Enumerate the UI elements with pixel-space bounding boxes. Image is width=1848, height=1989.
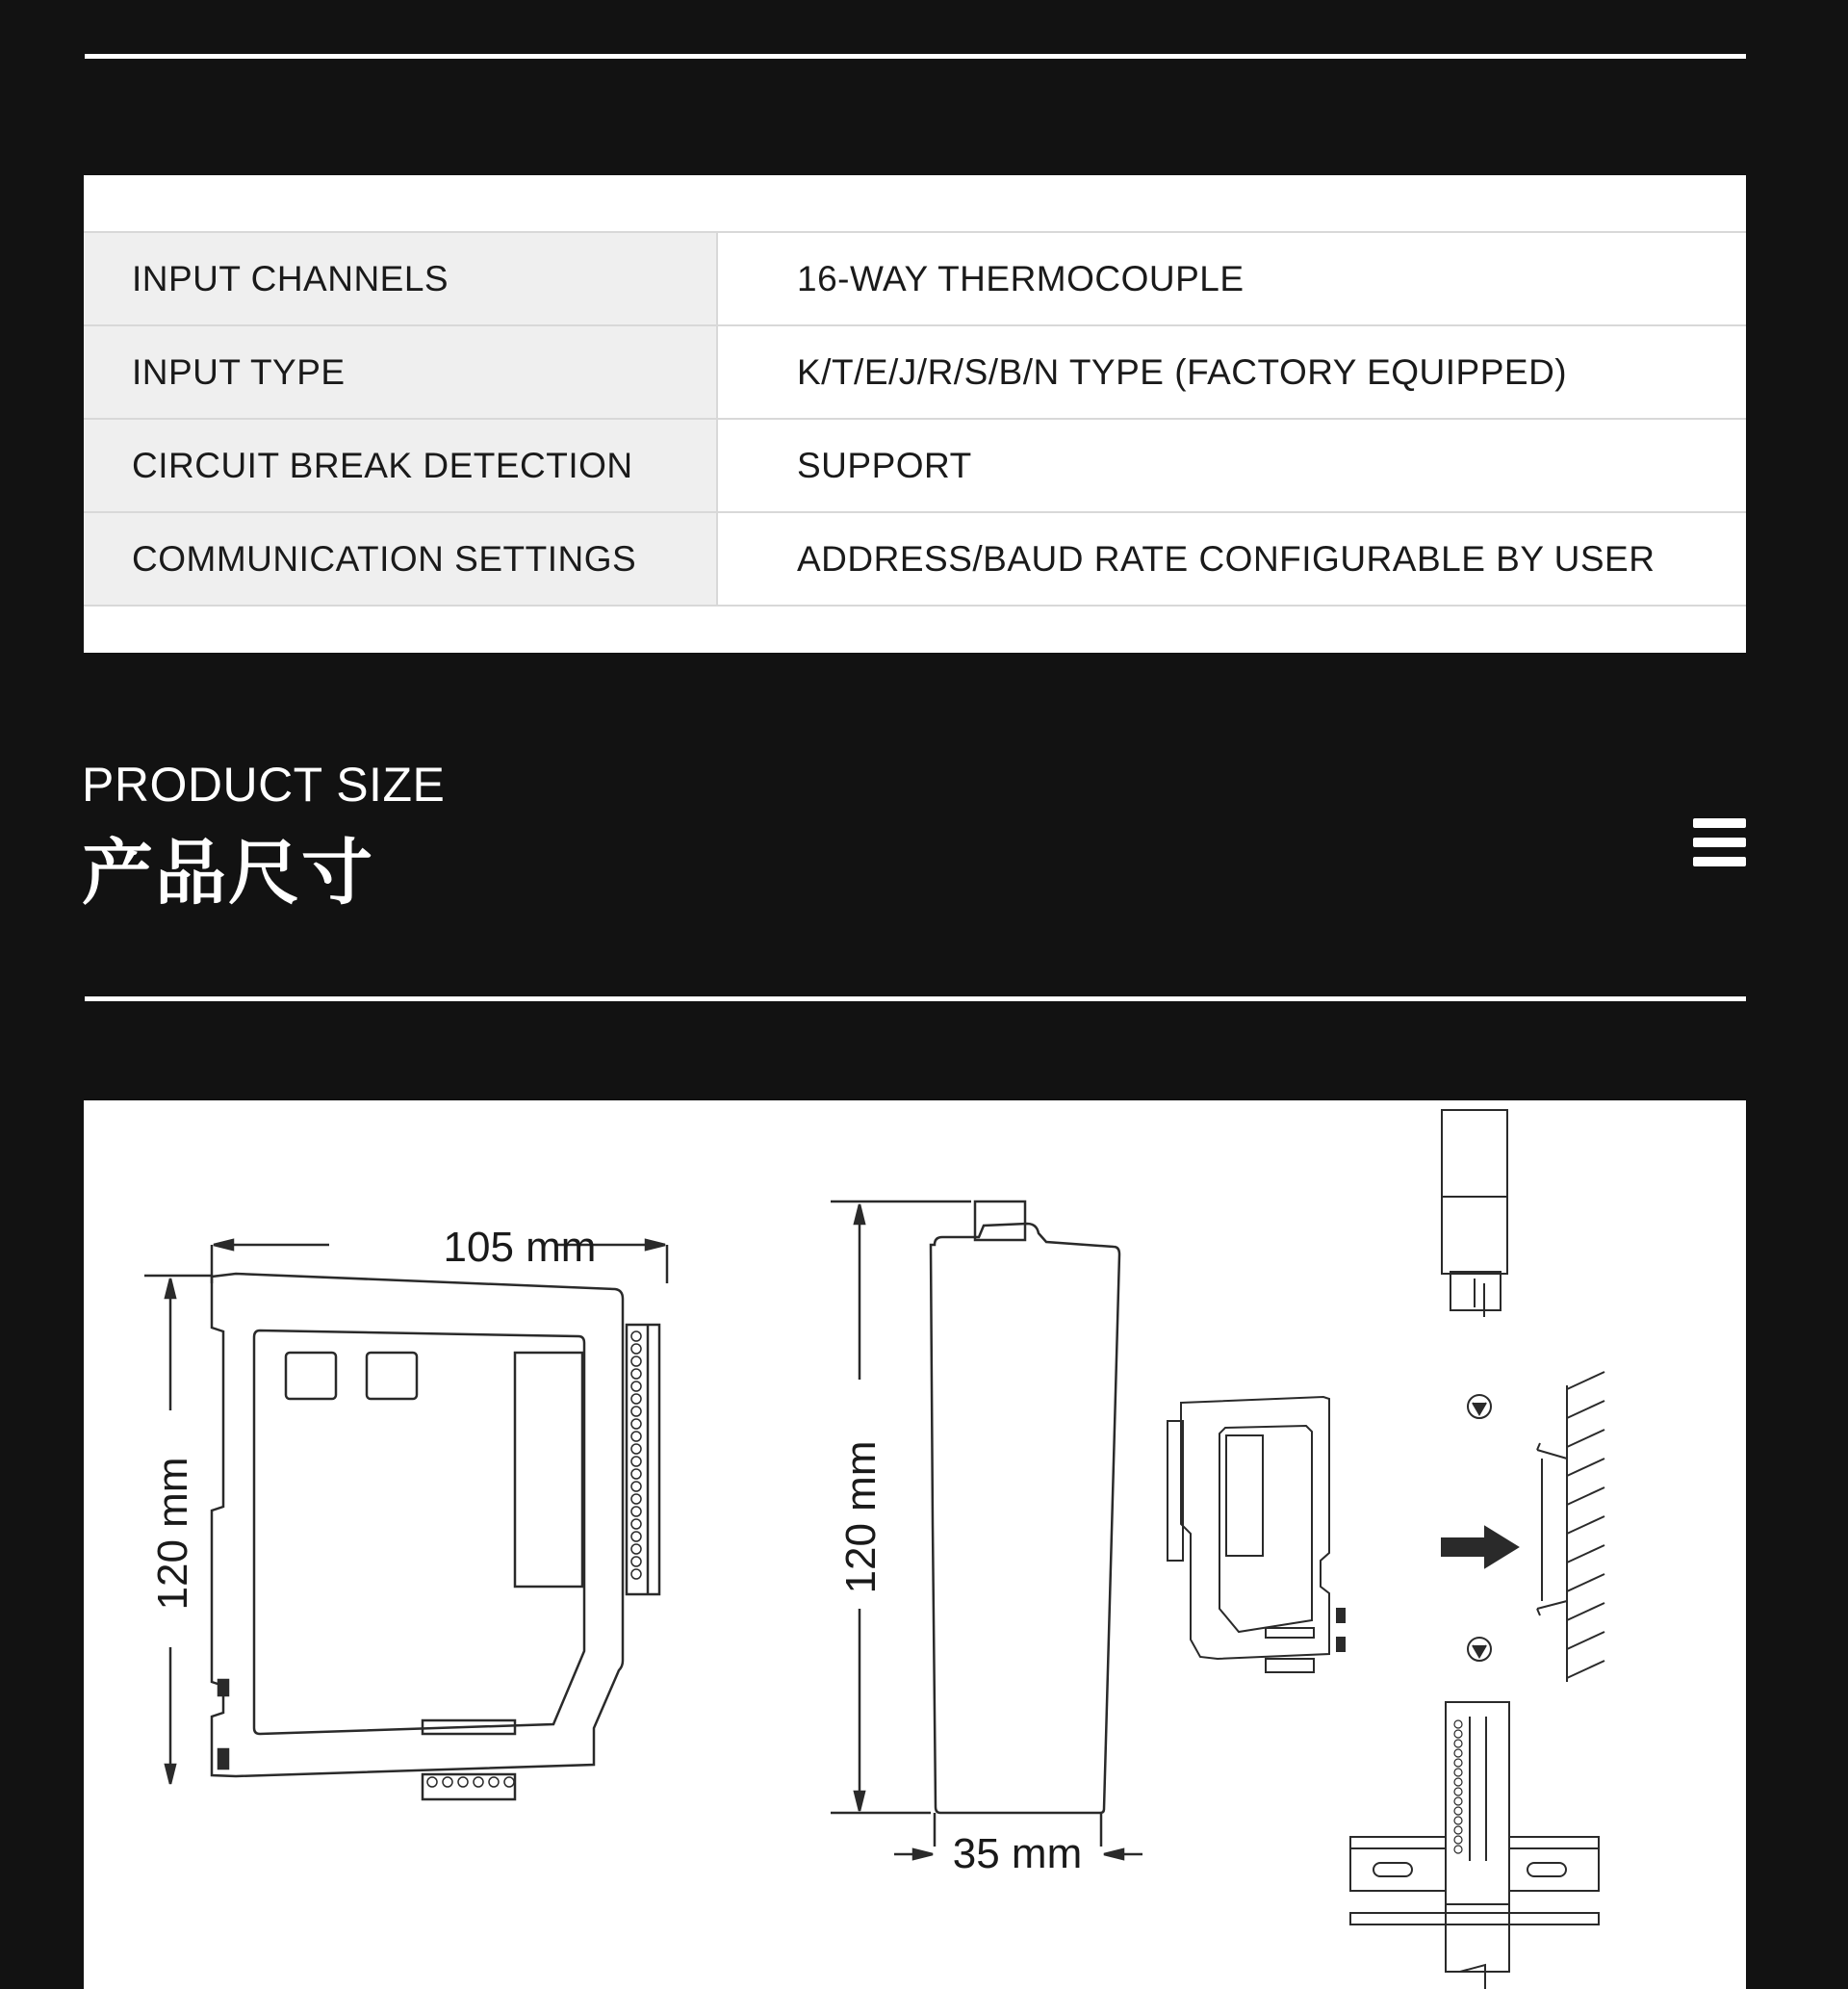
section-title-cn: 产品尺寸 bbox=[82, 833, 374, 913]
spec-label: INPUT CHANNELS bbox=[84, 232, 717, 325]
width-dimension-label: 105 mm bbox=[443, 1224, 597, 1271]
section-title-en: PRODUCT SIZE bbox=[82, 758, 446, 812]
dimension-drawing-panel bbox=[84, 1100, 1746, 1989]
side-height-dimension-label: 120 mm bbox=[837, 1440, 885, 1594]
spec-label: INPUT TYPE bbox=[84, 325, 717, 419]
spec-table bbox=[84, 231, 1746, 607]
depth-dimension-label: 35 mm bbox=[952, 1830, 1083, 1877]
spec-value: K/T/E/J/R/S/B/N TYPE (FACTORY EQUIPPED) bbox=[717, 325, 1746, 419]
table-row bbox=[84, 325, 1746, 419]
top-divider bbox=[85, 54, 1746, 59]
dimension-drawing bbox=[84, 1100, 1746, 1989]
spec-label: CIRCUIT BREAK DETECTION bbox=[84, 419, 717, 512]
front-height-dimension-label: 120 mm bbox=[149, 1457, 196, 1611]
table-row bbox=[84, 512, 1746, 606]
table-row bbox=[84, 232, 1746, 325]
front-view-drawing bbox=[144, 1240, 667, 1799]
spec-value: 16-WAY THERMOCOUPLE bbox=[717, 232, 1746, 325]
spec-table-panel bbox=[84, 175, 1746, 653]
section-divider bbox=[85, 996, 1746, 1001]
spec-label: COMMUNICATION SETTINGS bbox=[84, 512, 717, 606]
spec-value: SUPPORT bbox=[717, 419, 1746, 512]
spec-value: ADDRESS/BAUD RATE CONFIGURABLE BY USER bbox=[717, 512, 1746, 606]
menu-icon[interactable] bbox=[1693, 818, 1746, 866]
din-rail-mount-drawing bbox=[1168, 1110, 1604, 1989]
table-row bbox=[84, 419, 1746, 512]
